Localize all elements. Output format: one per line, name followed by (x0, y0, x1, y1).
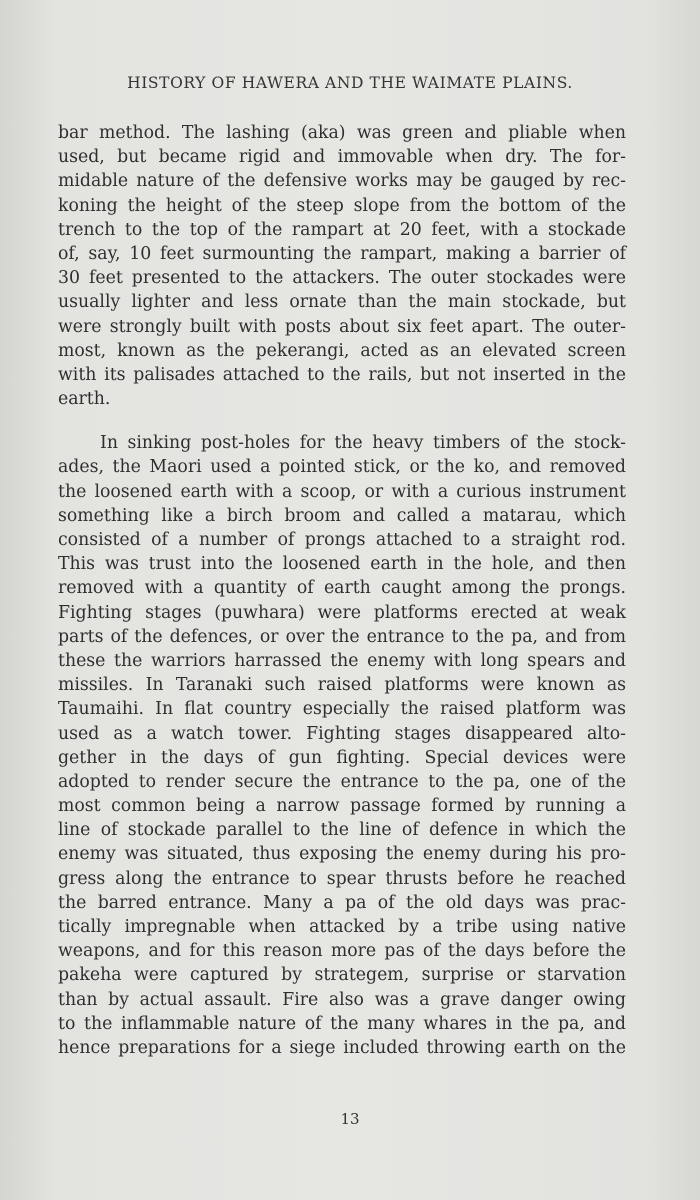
text-line: the barred entrance. Many a pa of the old days was prac- (58, 892, 626, 913)
text-line: most common being a narrow passage formed by running a (58, 796, 626, 817)
running-head: HISTORY OF HAWERA AND THE WAIMATE PLAINS. (127, 74, 573, 92)
text-line: line of stockade parallel to the line of defence in which the (58, 820, 626, 841)
text-line: bar method. The lashing (aka) was green and pliable when (58, 123, 626, 143)
text-line: In sinking post-holes for the heavy timbers of the stock- (100, 433, 626, 454)
text-line: with its palisades attached to the rails, but not inserted in the (58, 364, 626, 385)
text-line: This was trust into the loosened earth in the hole, and then (58, 554, 626, 575)
text-line: earth. (58, 389, 111, 410)
text-line: to the inflammable nature of the many whares in the pa, and (58, 1013, 626, 1034)
text-line: these the warriors harrassed the enemy with long spears and (58, 650, 626, 671)
text-line: trench to the top of the rampart at 20 feet, with a stockade (58, 219, 626, 240)
text-line: than by actual assault. Fire also was a grave danger owing (58, 989, 626, 1010)
paragraph-2 (58, 431, 626, 1060)
text-line: missiles. In Taranaki such raised platforms were known as (58, 675, 626, 696)
text-line: the loosened earth with a scoop, or with a curious instrument (58, 481, 626, 502)
text-line: most, known as the pekerangi, acted as an elevated screen (58, 340, 626, 361)
text-line: of, say, 10 feet surmounting the rampart, making a barrier of (58, 243, 626, 264)
text-line: ades, the Maori used a pointed stick, or the ko, and removed (58, 457, 626, 478)
paragraph-1 (58, 121, 626, 411)
text-line: consisted of a number of prongs attached to a straight rod. (58, 530, 626, 550)
text-line: Taumaihi. In flat country especially the raised platform was (58, 699, 626, 720)
text-line: adopted to render secure the entrance to the pa, one of the (58, 771, 626, 792)
text-line: midable nature of the defensive works may be gauged by rec- (58, 171, 626, 192)
body-text (58, 121, 626, 1060)
text-line: used as a watch tower. Fighting stages disappeared alto- (58, 723, 626, 744)
page-number: 13 (340, 1110, 360, 1128)
text-line: 30 feet presented to the attackers. The outer stockades were (58, 268, 626, 289)
text-line: were strongly built with posts about six feet apart. The outer- (58, 316, 626, 337)
text-line: koning the height of the steep slope from the bottom of the (58, 195, 626, 216)
text-line: gether in the days of gun fighting. Special devices were (58, 747, 626, 768)
text-line: weapons, and for this reason more pas of the days before the (58, 941, 626, 962)
text-line: tically impregnable when attacked by a tribe using native (58, 917, 626, 937)
text-line: gress along the entrance to spear thrusts before he reached (58, 868, 626, 889)
text-line: Fighting stages (puwhara) were platforms erected at weak (58, 602, 626, 623)
text-line: removed with a quantity of earth caught among the prongs. (58, 578, 626, 599)
text-line: pakeha were captured by strategem, surprise or starvation (58, 965, 626, 986)
text-line: parts of the defences, or over the entrance to the pa, and from (58, 626, 626, 647)
text-line: something like a birch broom and called a matarau, which (58, 505, 626, 526)
text-line: usually lighter and less ornate than the main stockade, but (58, 292, 626, 313)
text-line: hence preparations for a siege included throwing earth on the (58, 1037, 626, 1058)
text-line: used, but became rigid and immovable when dry. The for- (58, 147, 626, 168)
text-line: enemy was situated, thus exposing the enemy during his pro- (58, 844, 626, 865)
paragraph-spacer (58, 411, 626, 431)
